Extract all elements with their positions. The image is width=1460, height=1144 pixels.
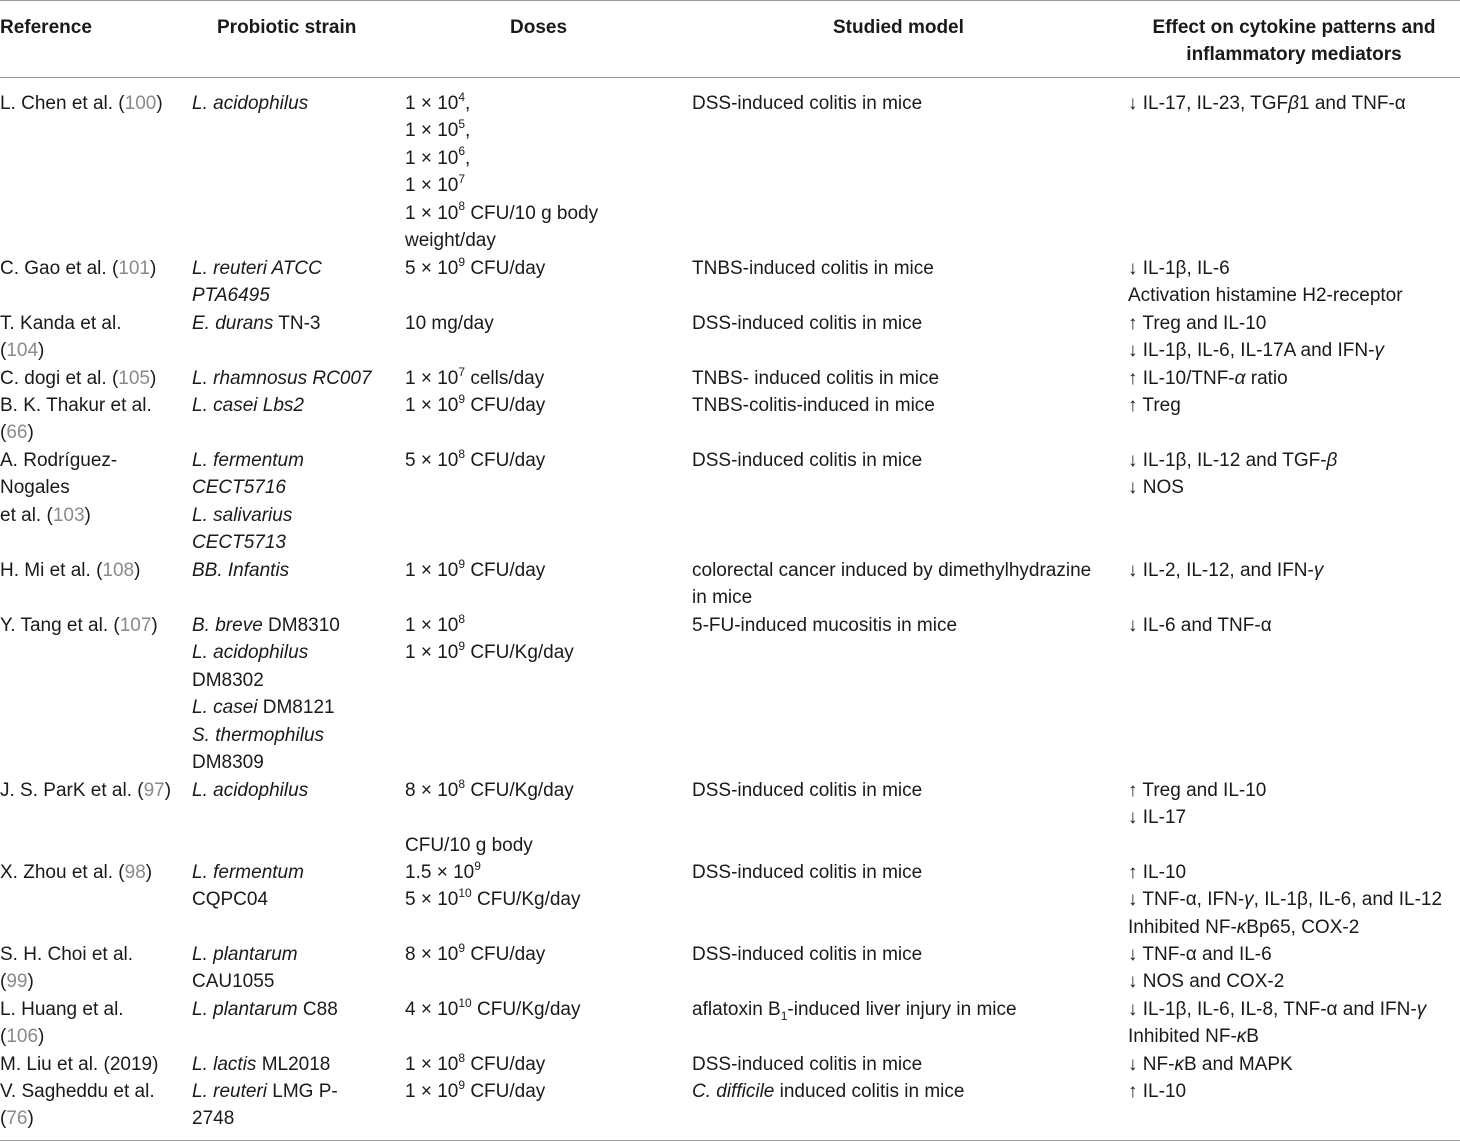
cell-line: weight/day: [405, 230, 496, 252]
header-doses: Doses: [510, 17, 568, 38]
header-rule: [0, 77, 1460, 78]
reference-cell: [0, 365, 156, 392]
cell-line: $8 \times 10^8$ CFU/Kg/day: [405, 776, 574, 801]
citation-link[interactable]: 99: [6, 971, 28, 993]
doses-cell: [405, 365, 544, 392]
strain-cell: [192, 996, 338, 1023]
citation-link[interactable]: 97: [143, 780, 165, 801]
strain-cell: [192, 255, 322, 310]
cell-line: ↓ NF-κB and MAPK: [1128, 1054, 1293, 1075]
reference-cell: [0, 392, 152, 447]
cell-line: L. fermentum: [192, 450, 304, 471]
reference-cell: [0, 447, 117, 529]
effect-cell: [1128, 255, 1403, 310]
reference-cell: [0, 941, 133, 996]
cell-line: CQPC04: [192, 889, 269, 911]
cell-line: $1 \times 10^6$,: [405, 144, 471, 169]
model-cell: [692, 859, 922, 886]
cell-line: ↓ NOS: [1128, 477, 1184, 499]
cell-line: B. K. Thakur et al.: [0, 395, 152, 416]
cell-line: L. acidophilus: [192, 642, 309, 664]
doses-cell: [405, 310, 494, 337]
citation-link[interactable]: 107: [119, 615, 152, 636]
cell-line: L. reuteri ATCC: [192, 258, 322, 279]
citation-link[interactable]: 98: [124, 862, 146, 883]
model-cell: [692, 557, 1091, 612]
cell-line: M. Liu et al. (2019): [0, 1054, 159, 1075]
doses-cell: [405, 859, 580, 914]
cell-line: J. S. ParK et al. (97): [0, 780, 172, 801]
cell-line: H. Mi et al. (108): [0, 560, 141, 581]
cell-line: Activation histamine H2-receptor: [1128, 285, 1403, 307]
cell-line: DM8302: [192, 669, 264, 691]
effect-cell: [1128, 996, 1426, 1051]
doses-cell: [405, 447, 545, 474]
strain-cell: [192, 310, 321, 337]
cell-line: 5-FU-induced mucositis in mice: [692, 615, 958, 636]
cell-line: L. reuteri LMG P-: [192, 1081, 338, 1102]
reference-cell: [0, 859, 152, 886]
cell-line: BB. Infantis: [192, 560, 290, 581]
header-studied-model: Studied model: [833, 17, 964, 38]
citation-link[interactable]: 108: [102, 560, 135, 581]
cell-line: 10 mg/day: [405, 313, 494, 334]
effect-cell: [1128, 859, 1442, 941]
cell-line: $1 \times 10^8$: [405, 611, 466, 636]
cell-line: $1 \times 10^8$ CFU/day: [405, 1050, 546, 1075]
cell-line: B. breve DM8310: [192, 615, 340, 636]
cell-line: S. thermophilus: [192, 724, 325, 746]
cell-line: ↓ TNF-α and IL-6: [1128, 944, 1272, 965]
reference-cell: [0, 90, 163, 117]
cell-line: $1 \times 10^9$ CFU/day: [405, 391, 546, 416]
cell-line: V. Sagheddu et al.: [0, 1081, 155, 1102]
citation-link[interactable]: 66: [6, 422, 28, 444]
cell-line: L. rhamnosus RC007: [192, 368, 372, 389]
cell-line: L. fermentum: [192, 862, 304, 883]
cell-line: colorectal cancer induced by dimethylhydrazine: [692, 560, 1092, 581]
cell-line: ↑ IL-10: [1128, 862, 1187, 883]
cell-line: Y. Tang et al. (107): [0, 615, 158, 636]
cell-line: L. Huang et al.: [0, 999, 124, 1020]
cell-line: X. Zhou et al. (98): [0, 862, 153, 883]
cell-line: L. salivarius: [192, 504, 293, 526]
cell-line: DSS-induced colitis in mice: [692, 450, 923, 471]
header-effect: [1128, 14, 1460, 68]
cell-line: Nogales: [0, 477, 70, 499]
strain-cell: [192, 1078, 338, 1133]
model-cell: [692, 1078, 964, 1105]
top-rule: [0, 0, 1460, 1]
cell-line: DSS-induced colitis in mice: [692, 93, 923, 114]
cell-line: ↑ IL-10: [1128, 1081, 1187, 1102]
cell-line: DSS-induced colitis in mice: [692, 862, 923, 883]
model-cell: [692, 392, 935, 419]
cell-line: ↑ Treg: [1128, 395, 1181, 416]
effect-cell: [1128, 777, 1266, 832]
cell-line: ↓ IL-6 and TNF-α: [1128, 615, 1272, 636]
strain-cell: [192, 365, 372, 392]
cell-line: PTA6495: [192, 285, 270, 307]
header-probiotic-strain: Probiotic strain: [217, 17, 357, 38]
doses-cell: [405, 255, 545, 282]
cell-line: ↓ NOS and COX-2: [1128, 971, 1285, 993]
cell-line: L. plantarum: [192, 944, 298, 965]
cell-line: CECT5716: [192, 477, 286, 499]
cell-line: in mice: [692, 587, 753, 609]
bottom-rule: [0, 1140, 1460, 1141]
effect-cell: [1128, 1078, 1186, 1105]
reference-cell: [0, 310, 121, 365]
model-cell: [692, 1051, 922, 1078]
cell-line: Inhibited NF-κBp65, COX-2: [1128, 916, 1360, 938]
cell-line: (104): [0, 340, 45, 362]
cell-line: TNBS-induced colitis in mice: [692, 258, 934, 279]
header-reference: Reference: [0, 17, 92, 38]
citation-link[interactable]: 100: [124, 93, 157, 114]
doses-cell: [405, 941, 545, 968]
effect-cell: [1128, 447, 1337, 502]
cell-line: $5 \times 10^9$ CFU/day: [405, 254, 546, 279]
strain-cell: [192, 859, 304, 914]
cell-line: et al. (103): [0, 504, 91, 526]
cell-line: ↓ IL-1β, IL-6, IL-8, TNF-α and IFN-γ: [1128, 999, 1427, 1020]
cell-line: $4 \times 10^{10}$ CFU/Kg/day: [405, 995, 581, 1020]
doses-cell: [405, 1078, 545, 1105]
cell-line: $1 \times 10^5$,: [405, 117, 471, 142]
cell-line: DSS-induced colitis in mice: [692, 313, 923, 334]
cell-line: ↓ IL-17, IL-23, TGFβ1 and TNF-α: [1128, 93, 1406, 114]
cell-line: $8 \times 10^9$ CFU/day: [405, 940, 546, 965]
model-cell: [692, 310, 922, 337]
cell-line: L. plantarum C88: [192, 999, 338, 1020]
cell-line: (99): [0, 971, 34, 993]
cell-line: DSS-induced colitis in mice: [692, 780, 923, 801]
cell-line: DSS-induced colitis in mice: [692, 944, 923, 965]
cell-line: C. dogi et al. (105): [0, 368, 157, 389]
strain-cell: [192, 612, 340, 776]
model-cell: [692, 996, 1017, 1023]
reference-cell: [0, 557, 140, 584]
cell-line: A. Rodríguez-: [0, 450, 118, 471]
cell-line: $1 \times 10^9$ CFU/Kg/day: [405, 639, 574, 664]
citation-link[interactable]: 76: [6, 1108, 28, 1130]
cell-line: $1 \times 10^9$ CFU/day: [405, 556, 546, 581]
cell-line: ↑ IL-10/TNF-α ratio: [1128, 368, 1288, 389]
cell-line: aflatoxin $B_1$-induced liver injury in mice: [692, 999, 1017, 1023]
effect-cell: [1128, 612, 1272, 639]
doses-cell: [405, 392, 545, 419]
reference-cell: [0, 612, 158, 639]
cell-line: 2748: [192, 1108, 235, 1130]
cell-line: ↑ Treg and IL-10: [1128, 780, 1267, 801]
cell-line: L. casei Lbs2: [192, 395, 304, 416]
doses-cell: [405, 612, 574, 667]
effect-cell: [1128, 392, 1181, 419]
strain-cell: [192, 447, 304, 557]
model-cell: [692, 447, 922, 474]
cell-line: $1 \times 10^4$,: [405, 89, 471, 114]
model-cell: [692, 777, 922, 804]
citation-link[interactable]: 101: [118, 258, 150, 279]
reference-cell: [0, 255, 156, 282]
strain-cell: [192, 557, 289, 584]
cell-line: $1.5 \times 10^9$: [405, 858, 481, 883]
cell-line: TNBS- induced colitis in mice: [692, 368, 940, 389]
cell-line: ↓ IL-1β, IL-6, IL-17A and IFN-γ: [1128, 340, 1384, 362]
cell-line: $5 \times 10^8$ CFU/day: [405, 446, 546, 471]
cell-line: ↓ IL-17: [1128, 807, 1187, 829]
cell-line: ↓ IL-1β, IL-6: [1128, 258, 1230, 279]
citation-link[interactable]: 105: [118, 368, 150, 389]
model-cell: [692, 941, 922, 968]
cell-line: T. Kanda et al.: [0, 313, 122, 334]
cell-line: ↑ Treg and IL-10: [1128, 313, 1267, 334]
doses-cell: [405, 777, 574, 859]
doses-cell: [405, 557, 545, 584]
strain-cell: [192, 392, 304, 419]
cell-line: CAU1055: [192, 971, 275, 993]
reference-cell: [0, 996, 124, 1051]
cell-line: (76): [0, 1108, 34, 1130]
model-cell: [692, 365, 939, 392]
cell-line: $1 \times 10^9$ CFU/day: [405, 1077, 546, 1102]
strain-cell: [192, 90, 308, 117]
model-cell: [692, 612, 957, 639]
cell-line: $5 \times 10^{10}$ CFU/Kg/day: [405, 886, 581, 911]
effect-cell: [1128, 365, 1288, 392]
cell-line: E. durans TN-3: [192, 313, 321, 334]
cell-line: CECT5713: [192, 532, 286, 554]
cell-line: TNBS-colitis-induced in mice: [692, 395, 935, 416]
cell-line: $1 \times 10^7$ cells/day: [405, 364, 545, 389]
cell-line: C. difficile induced colitis in mice: [692, 1081, 965, 1102]
cell-line: $1 \times 10^7$: [405, 171, 466, 197]
reference-cell: [0, 1051, 158, 1078]
model-cell: [692, 90, 922, 117]
cell-line: Inhibited NF-κB: [1128, 1026, 1259, 1048]
cell-line: L. acidophilus: [192, 93, 309, 114]
cell-line: DSS-induced colitis in mice: [692, 1054, 923, 1075]
cell-line: L. Chen et al. (100): [0, 93, 163, 114]
strain-cell: [192, 777, 308, 804]
cell-line: ↓ IL-2, IL-12, and IFN-γ: [1128, 560, 1324, 581]
cell-line: $1 \times 10^8$ CFU/10 g body: [405, 199, 599, 224]
cell-line: (66): [0, 422, 34, 444]
header-effect-line-1: Effect on cytokine patterns and: [1152, 17, 1436, 38]
cell-line: L. acidophilus: [192, 780, 309, 801]
reference-cell: [0, 777, 171, 804]
strain-cell: [192, 941, 298, 996]
cell-line: S. H. Choi et al.: [0, 944, 134, 965]
doses-cell: [405, 90, 598, 254]
cell-line: ↓ TNF-α, IFN-γ, IL-1β, IL-6, and IL-12: [1128, 889, 1443, 911]
effect-cell: [1128, 941, 1284, 996]
effect-cell: [1128, 1051, 1293, 1078]
effect-cell: [1128, 90, 1406, 117]
model-cell: [692, 255, 934, 282]
cell-line: [405, 804, 574, 831]
doses-cell: [405, 1051, 545, 1078]
citation-link[interactable]: 103: [52, 504, 85, 526]
header-effect-line-2: inflammatory mediators: [1186, 44, 1402, 65]
effect-cell: [1128, 310, 1384, 365]
strain-cell: [192, 1051, 330, 1078]
cell-line: L. casei DM8121: [192, 697, 335, 719]
cell-line: (106): [0, 1026, 45, 1048]
cell-line: CFU/10 g body: [405, 834, 533, 856]
cell-line: L. lactis ML2018: [192, 1054, 331, 1075]
cell-line: C. Gao et al. (101): [0, 258, 157, 279]
cell-line: DM8309: [192, 752, 264, 774]
effect-cell: [1128, 557, 1323, 584]
reference-cell: [0, 1078, 155, 1133]
cell-line: ↓ IL-1β, IL-12 and TGF-β: [1128, 450, 1338, 471]
citation-link[interactable]: 104: [6, 340, 39, 362]
citation-link[interactable]: 106: [6, 1026, 39, 1048]
doses-cell: [405, 996, 580, 1023]
